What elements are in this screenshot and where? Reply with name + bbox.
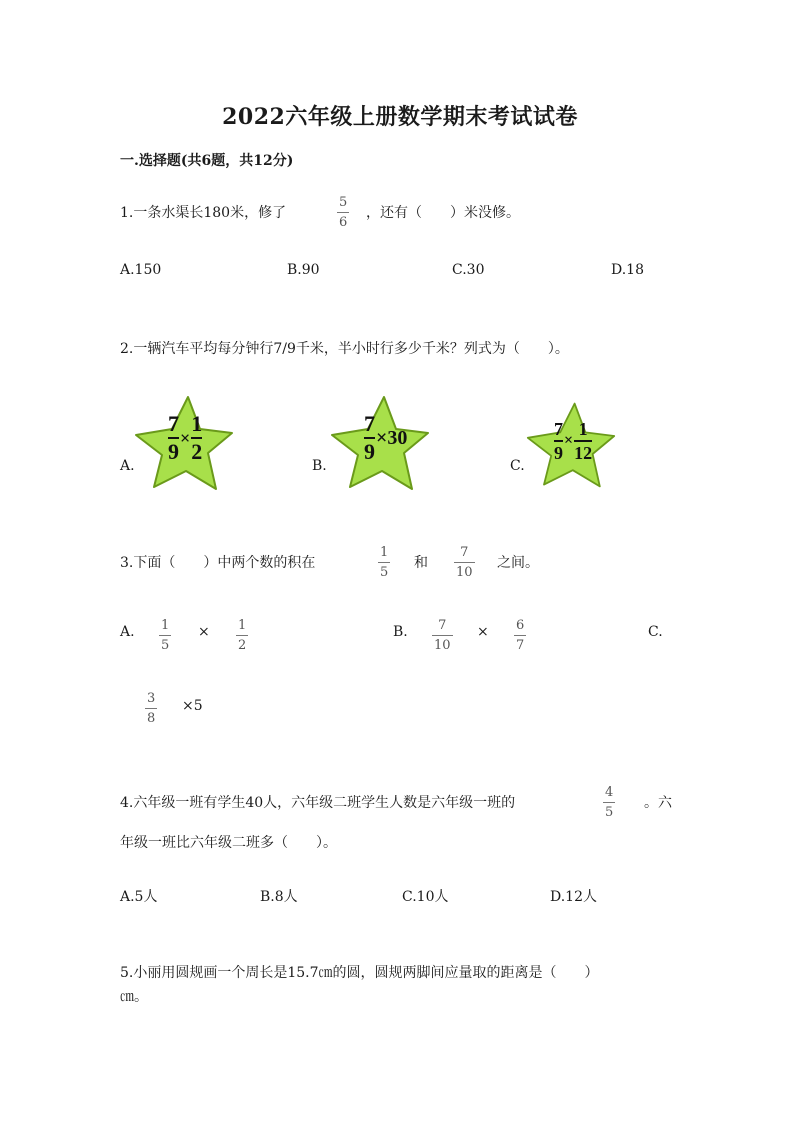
q3-fraction-upper — [454, 546, 475, 579]
fraction-numerator: 3 — [147, 691, 156, 706]
fraction-denominator: 2 — [238, 638, 247, 653]
q1-fraction-denominator: 6 — [339, 215, 348, 230]
q3-option-c-label: C. — [648, 624, 663, 640]
star-denominator: 9 — [364, 439, 375, 464]
q3-option-a-operator: × — [198, 624, 210, 640]
fraction-numerator: 6 — [516, 618, 525, 633]
star-operator: ×30 — [376, 426, 408, 449]
q1-option-c: C.30 — [452, 262, 485, 278]
q4-text-line1-end: 。六 — [644, 795, 672, 811]
q4-text-line2: 年级一班比六年级二班多（ ）。 — [120, 835, 337, 851]
star-fraction — [191, 413, 202, 463]
q1-option-d: D.18 — [611, 262, 644, 278]
q4-option-a: A.5人 — [120, 889, 158, 905]
q2-text: 2.一辆汽车平均每分钟行7/9千米，半小时行多少千米？列式为（ ）。 — [120, 341, 569, 357]
q3-option-b-label: B. — [393, 624, 408, 640]
q2-option-a-expression — [168, 413, 202, 463]
q3-text-and: 和 — [414, 555, 428, 571]
star-fraction — [554, 420, 563, 462]
q2-option-c-label: C. — [510, 458, 525, 474]
q2-option-a-star — [132, 393, 236, 493]
fraction-numerator: 7 — [460, 545, 469, 560]
fraction-numerator: 7 — [438, 618, 447, 633]
star-numerator: 7 — [364, 411, 375, 436]
q3-option-a-fraction-2 — [236, 619, 248, 652]
fraction-numerator: 1 — [238, 618, 247, 633]
star-numerator: 7 — [168, 411, 179, 436]
q2-option-c-star — [524, 400, 618, 490]
q4-option-b: B.8人 — [260, 889, 298, 905]
q4-fraction — [603, 786, 615, 819]
fraction-bar — [574, 440, 592, 442]
q3-text-before: 3.下面（ ）中两个数的积在 — [120, 555, 316, 571]
star-denominator: 12 — [574, 443, 593, 463]
q3-option-a-fraction-1 — [159, 619, 171, 652]
section-heading: 一.选择题(共6题，共12分) — [120, 153, 294, 169]
q2-option-b-star — [328, 393, 432, 493]
q2-option-a-label: A. — [120, 458, 135, 474]
q3-option-b-operator: × — [477, 624, 489, 640]
star-denominator: 9 — [554, 443, 563, 463]
q1-fraction — [337, 196, 349, 229]
star-numerator: 7 — [554, 419, 563, 439]
q1-option-b: B.90 — [287, 262, 320, 278]
star-fraction — [364, 413, 375, 463]
star-numerator: 1 — [191, 411, 203, 436]
q2-option-b-label: B. — [312, 458, 327, 474]
q5-text-line2: ㎝。 — [120, 989, 148, 1005]
q3-text-after: 之间。 — [497, 555, 539, 571]
star-operator: × — [564, 432, 574, 449]
fraction-denominator: 5 — [380, 565, 389, 580]
q3-option-a-label: A. — [120, 624, 135, 640]
q4-option-c: C.10人 — [402, 889, 449, 905]
q1-text-after: ，还有（ ）米没修。 — [366, 205, 520, 221]
q3-fraction-lower — [378, 546, 390, 579]
star-denominator: 2 — [191, 439, 203, 464]
q1-text-before: 1.一条水渠长180米，修了 — [120, 205, 287, 221]
star-fraction — [168, 413, 179, 463]
fraction-numerator: 1 — [380, 545, 389, 560]
star-numerator: 1 — [578, 419, 588, 439]
fraction-denominator: 8 — [147, 711, 156, 726]
fraction-denominator: 10 — [456, 565, 473, 580]
fraction-denominator: 5 — [161, 638, 170, 653]
star-denominator: 9 — [168, 439, 179, 464]
q3-option-c-operator: ×5 — [182, 698, 203, 714]
q1-fraction-numerator: 5 — [339, 195, 348, 210]
q3-option-c-fraction — [145, 692, 157, 725]
q2-option-b-expression — [364, 413, 407, 463]
star-fraction — [574, 420, 592, 462]
fraction-denominator: 5 — [605, 805, 614, 820]
q3-option-b-fraction-1 — [432, 619, 453, 652]
q2-option-c-expression — [554, 420, 592, 462]
q4-text-line1: 4.六年级一班有学生40人，六年级二班学生人数是六年级一班的 — [120, 795, 516, 811]
fraction-bar — [554, 440, 563, 442]
q4-option-d: D.12人 — [550, 889, 597, 905]
page-title: 2022六年级上册数学期末考试试卷 — [222, 104, 578, 130]
fraction-denominator: 7 — [516, 638, 525, 653]
q1-option-a: A.150 — [120, 262, 162, 278]
fraction-denominator: 10 — [434, 638, 451, 653]
fraction-numerator: 4 — [605, 785, 614, 800]
q5-text-line1: 5.小丽用圆规画一个周长是15.7㎝的圆，圆规两脚间应量取的距离是（ ） — [120, 965, 599, 981]
q3-option-b-fraction-2 — [514, 619, 526, 652]
fraction-numerator: 1 — [161, 618, 170, 633]
star-operator: × — [180, 427, 191, 448]
